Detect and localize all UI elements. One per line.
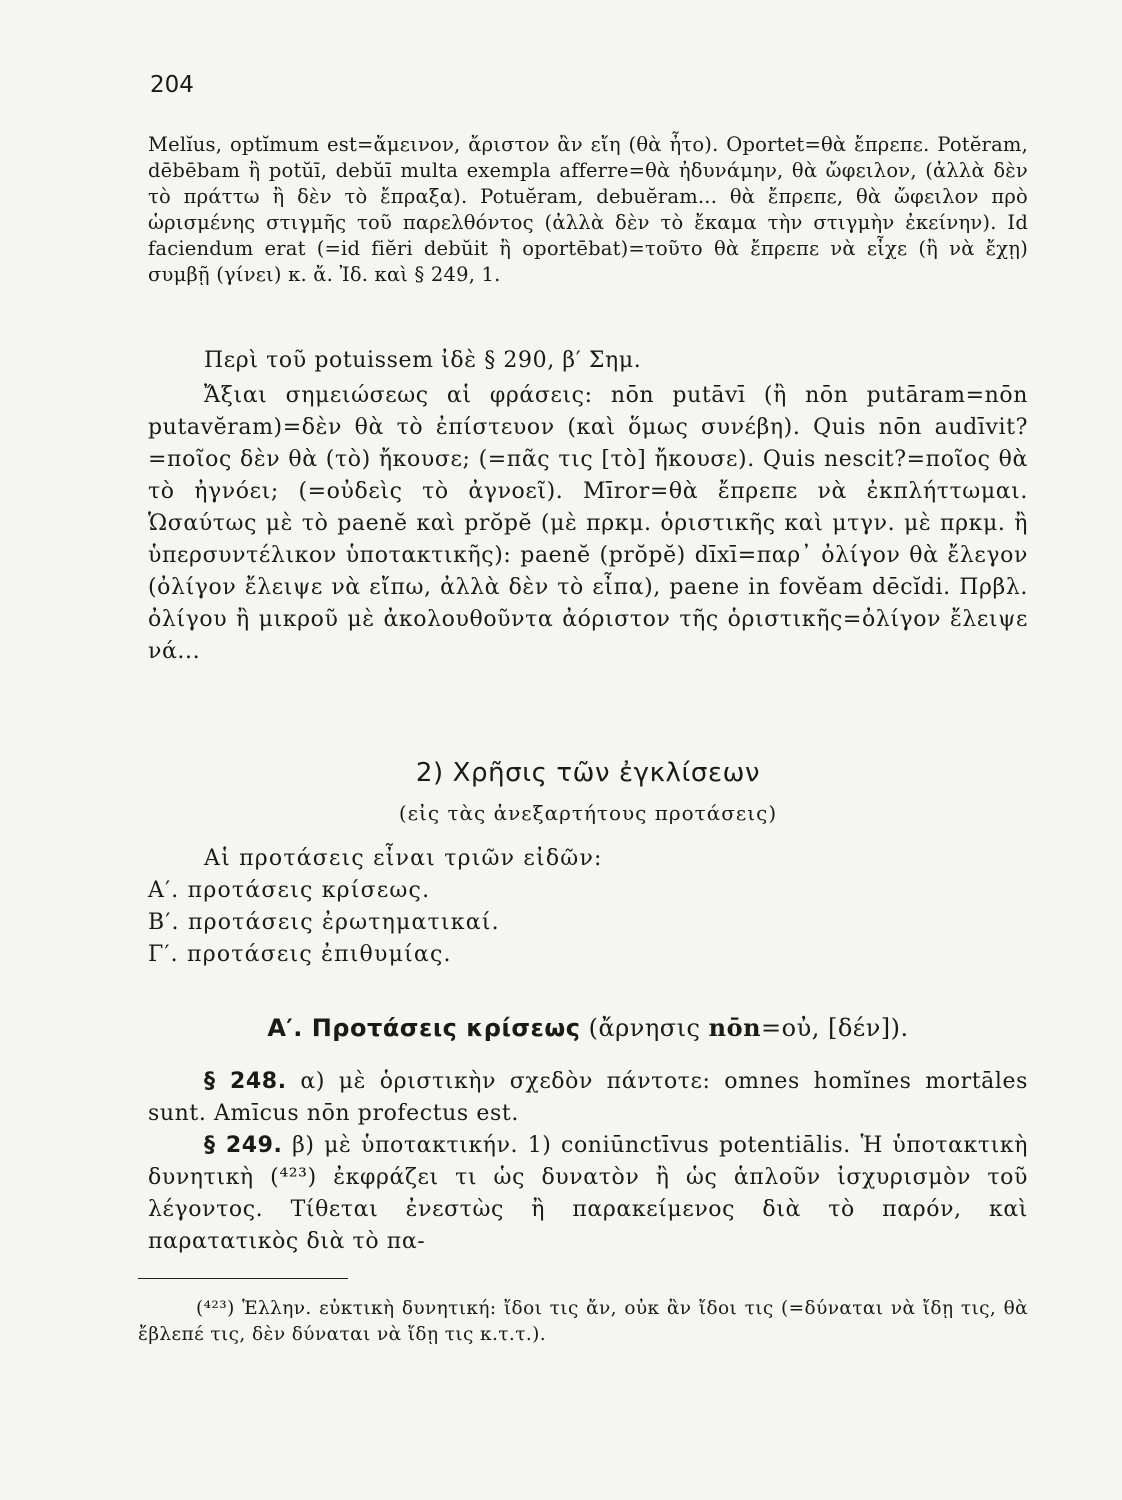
section-249-text: β) μὲ ὑποτακτικήν. 1) coniūnctīvus potentiālis. Ἡ ὑποτακτικὴ δυνητικὴ (⁴²³) ἐκφράζει τι ὡς δυνατὸν ἢ ὡς ἁπλοῦν ἰσχυρισμὸν τοῦ λέγοντος. Τίθεται ἐνεστὼς ἢ παρακείμενος διὰ τὸ παρόν, καὶ παρατατικὸς διὰ τὸ πα- bbox=[148, 1133, 1029, 1254]
type-b: Β′. προτάσεις ἐρωτηματικαί. bbox=[148, 910, 500, 935]
melius-paragraph bbox=[148, 132, 1028, 288]
section-A-non: nōn bbox=[708, 1013, 762, 1042]
potuissem-text: Περὶ τοῦ potuissem ἰδὲ § 290, β′ Σημ. bbox=[204, 348, 642, 373]
sentence-types-list bbox=[148, 843, 1028, 971]
section-2-subtitle: (εἰς τὰς ἀνεξαρτήτους προτάσεις) bbox=[398, 801, 778, 825]
axiai-text: Ἄξιαι σημειώσεως αἱ φράσεις: nōn putāvī (ἢ nōn putāram=nōn putavĕram)=δὲν θὰ τὸ ἐπίστευον (καὶ ὅμως συνέβη). Quis nōn audīvit?=ποῖος δὲν θὰ (τὸ) ἤκουσε; (=πᾶς τις [τὸ] ἤκουσε). Quis nescit?=ποῖος θὰ τὸ ἠγνόει; (=οὐδεὶς τὸ ἀγνοεῖ). Mīror=θὰ ἔπρεπε νὰ ἐκπλήττωμαι. Ὡσαύτως μὲ τὸ paenĕ καὶ prŏpĕ (μὲ πρκμ. ὁριστικῆς καὶ μτγν. μὲ πρκμ. ἢ ὑπερσυντέλικον ὑποτακτικῆς): paenĕ (prŏpĕ) dīxī=παρ᾽ ὀλίγον θὰ ἔλεγον (ὀλίγον ἔλειψε νὰ εἴπω, ἀλλὰ δὲν τὸ εἶπα), paene in fovĕam dēcĭdi. Πρβλ. ὀλίγου ἢ μικροῦ μὲ ἀκολουθοῦντα ἀόριστον τῆς ὁριστικῆς=ὀλίγον ἔλειψε νά... bbox=[148, 383, 1028, 664]
section-248-label: § 248. bbox=[204, 1069, 287, 1094]
section-A-paren: (ἄρνησις bbox=[588, 1014, 701, 1042]
section-248-text: α) μὲ ὁριστικὴν σχεδὸν πάντοτε: omnes homĭnes mortāles sunt. Amīcus nōn profectus est. bbox=[148, 1069, 1028, 1126]
footnote-divider bbox=[138, 1278, 348, 1279]
section-A-heading bbox=[148, 1013, 1028, 1042]
section-2-heading: 2) Χρῆσις τῶν ἐγκλίσεων bbox=[415, 758, 761, 788]
section-A-title: Α′. Προτάσεις κρίσεως bbox=[267, 1014, 581, 1042]
types-intro: Αἱ προτάσεις εἶναι τριῶν εἰδῶν: bbox=[204, 846, 603, 871]
footnote-text: (⁴²³) Ἑλλην. εὐκτικὴ δυνητική: ἴδοι τις ἄν, οὐκ ἂν ἴδοι τις (=δύναται νὰ ἴδῃ τις, θὰ ἔβλεπέ τις, δὲν δύναται νὰ ἴδῃ τις κ.τ.τ.). bbox=[138, 1298, 1028, 1345]
paragraph-248 bbox=[148, 1066, 1028, 1130]
axiai-paragraph bbox=[148, 380, 1028, 668]
paragraph-249 bbox=[148, 1130, 1028, 1258]
melius-text: Melĭus, optĭmum est=ἄμεινον, ἄριστον ἂν εἴη (θὰ ἦτο). Oportet=θὰ ἔπρεπε. Potĕram, dēbēbam ἢ potŭī, debŭī multa exempla afferre=θὰ ἠδυνάμην, θὰ ὤφειλον, (ἀλλὰ δὲν τὸ πράττω ἢ δὲν τὸ ἔπραξα). Potuĕram, debuĕram... θὰ ἔπρεπε, θὰ ὤφειλον πρὸ ὡρισμένης στιγμῆς τοῦ παρελθόντος (ἀλλὰ δὲν τὸ ἔκαμα τὴν στιγμὴν ἐκείνην). Id faciendum erat (=id fiĕri debŭit ἢ oportēbat)=τοῦτο θὰ ἔπρεπε νὰ εἶχε (ἢ νὰ ἔχῃ) συμβῇ (γίνει) κ. ἄ. Ἰδ. καὶ § 249, 1. bbox=[148, 133, 1028, 286]
type-c: Γ′. προτάσεις ἐπιθυμίας. bbox=[148, 942, 452, 967]
section-A-paren-rest: =οὐ, [δέν]). bbox=[761, 1014, 909, 1042]
section-249-label: § 249. bbox=[204, 1133, 283, 1158]
footnote-423 bbox=[138, 1296, 1028, 1348]
page-number: 204 bbox=[150, 72, 194, 98]
type-a: Α′. προτάσεις κρίσεως. bbox=[148, 878, 431, 903]
potuissem-paragraph bbox=[148, 345, 1028, 377]
